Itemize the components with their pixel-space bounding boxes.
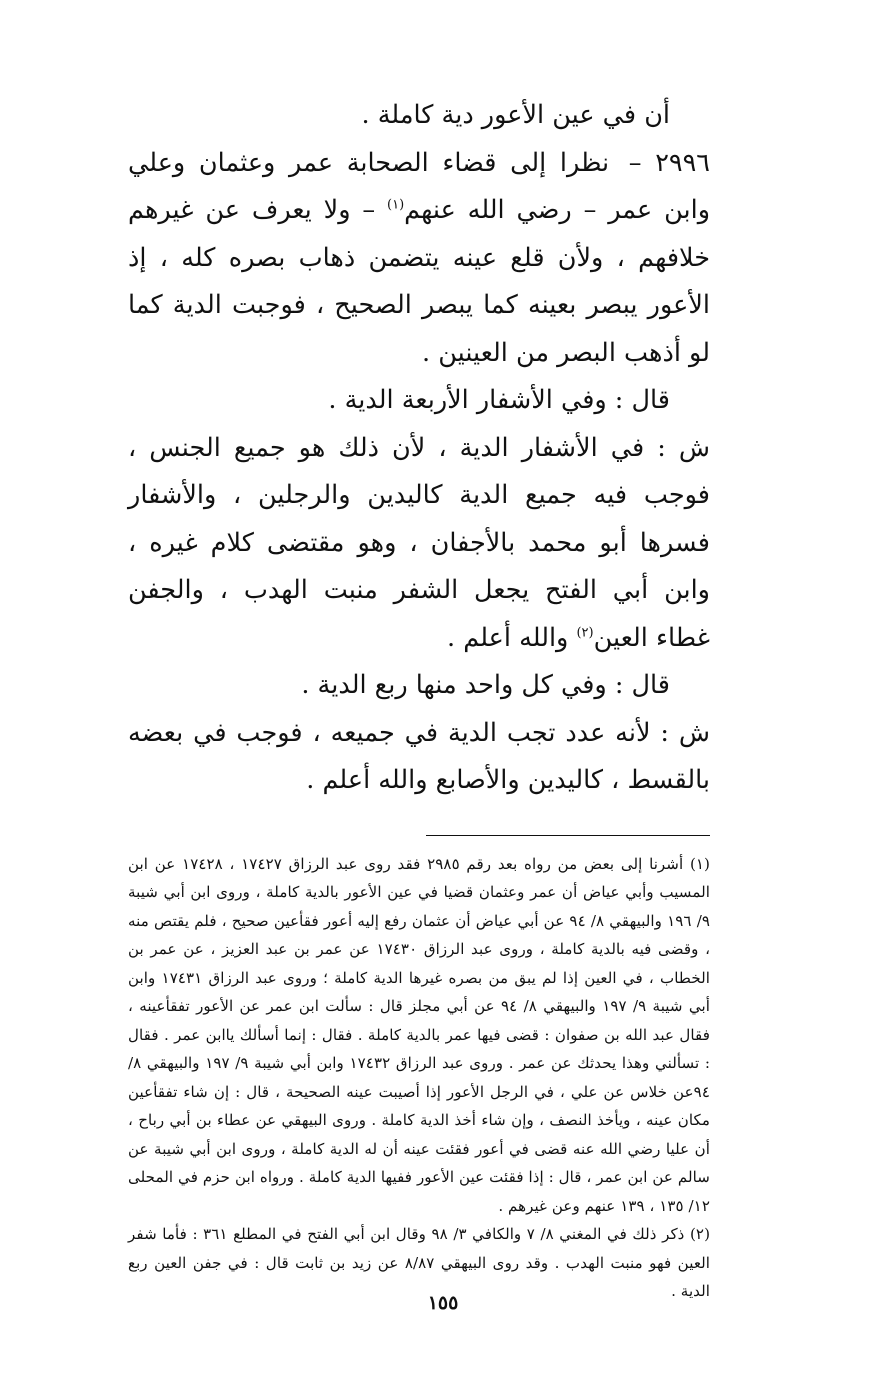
footnote-1: (١) أشرنا إلى بعض من رواه بعد رقم ٢٩٨٥ فقد روى عبد الرزاق ١٧٤٢٧ ، ١٧٤٢٨ عن ابن المسيب وأبي عياض أن عمر وعثمان قضيا في عين الأعور بالدية كاملة ، وروى ابن أبي شيبة ٩/ ١٩٦ والبيهقي ٨/ ٩٤ عن أبي عياض أن عثمان رفع إليه أعور فقأعين صحيح ، فلم يقتص منه ، وقضى فيه بالدية كاملة ، وروى عبد الرزاق ١٧٤٣٠ عن عمر بن عبد العزيز ، عن عمر بن الخطاب ، في العين إذا لم يبق من بصره غيرها الدية كاملة ؛ وروى عبد الرزاق ١٧٤٣١ وابن أبي شيبة ٩/ ١٩٧ والبيهقي ٨/ ٩٤ عن أبي مجلز قال : سألت ابن عمر عن الأعور تفقأعينه ، فقال عبد الله بن صفوان : قضى فيها عمر بالدية كاملة . فقال : إنما أسألك ياابن عمر . فقال : تسألني وهذا يحدثك عن عمر . وروى عبد الرزاق ١٧٤٣٢ وابن أبي شيبة ٩/ ١٩٧ والبيهقي ٨/ ٩٤عن خلاس عن علي ، في الرجل الأعور إذا أصيبت عينه الصحيحة ، قال : إن شاء تفقأعين مكان عينه ، ويأخذ النصف ، وإن شاء أخذ الدية كاملة . وروى البيهقي عن عطاء بن أبي رباح ، أن عليا رضي الله عنه قضى في أعور فقئت عينه أن له الدية كاملة ، وروى ابن أبي شيبة عن سالم عن ابن عمر ، قال : إذا فقئت عين الأعور ففيها الدية كاملة . ورواه ابن حزم في المحلى ١٢/ ١٣٥ ، ١٣٩ عنهم وعن غيرهم .	[128, 854, 710, 1215]
footnote-ref-2[interactable]: (٢)	[576, 625, 594, 640]
paragraph-2996-part-b: – ولا يعرف عن غيرهم خلافهم ، ولأن قلع عينه يتضمن ذهاب بصره كله ، إذ الأعور يبصر بعينه كما يبصر الصحيح ، فوجبت الدية كما لو أذهب البصر من العينين .	[128, 195, 710, 368]
qala-paragraph-1: قال : وفي الأشفار الأربعة الدية .	[328, 385, 670, 415]
sharh-paragraph-1-part-a: ش : في الأشفار الدية ، لأن ذلك هو جميع الجنس ، فوجب فيه جميع الدية كاليدين والرجلين ، والأشفار فسرها أبو محمد بالأجفان ، وهو مقتضى كلام غيره ، وابن أبي الفتح يجعل الشفر منبت الهدب ، والجفن غطاء العين	[128, 432, 710, 653]
footnote-divider	[426, 835, 710, 836]
sharh-paragraph-1	[128, 425, 710, 663]
footnotes	[128, 850, 710, 1306]
page-content	[128, 92, 710, 1306]
paragraph-2996	[128, 140, 710, 378]
footnote-2: (٢) ذكر ذلك في المغني ٨/ ٧ والكافي ٣/ ٩٨ وقال ابن أبي الفتح في المطلع ٣٦١ : فأما شفر العين فهو منبت الهدب . وقد روى البيهقي ٨/٨٧ عن زيد بن ثابت قال : في جفن العين ربع الدية .	[128, 1225, 710, 1300]
page-number: ١٥٥	[427, 1292, 459, 1314]
paragraph-0: أن في عين الأعور دية كاملة .	[361, 100, 670, 130]
footnote-ref-1[interactable]: (١)	[387, 197, 405, 213]
qala-paragraph-2: قال : وفي كل واحد منها ربع الدية .	[301, 670, 670, 700]
entry-number: ٢٩٩٦ –	[628, 147, 711, 178]
main-text	[128, 92, 710, 805]
sharh-paragraph-2: ش : لأنه عدد تجب الدية في جميعه ، فوجب في بعضه بالقسط ، كاليدين والأصابع والله أعلم .	[128, 717, 710, 795]
paragraph-2996-part-a: نظرا إلى قضاء الصحابة عمر وعثمان وعلي وابن عمر – رضي الله عنهم	[128, 147, 711, 225]
sharh-paragraph-1-part-b: والله أعلم .	[447, 622, 569, 653]
